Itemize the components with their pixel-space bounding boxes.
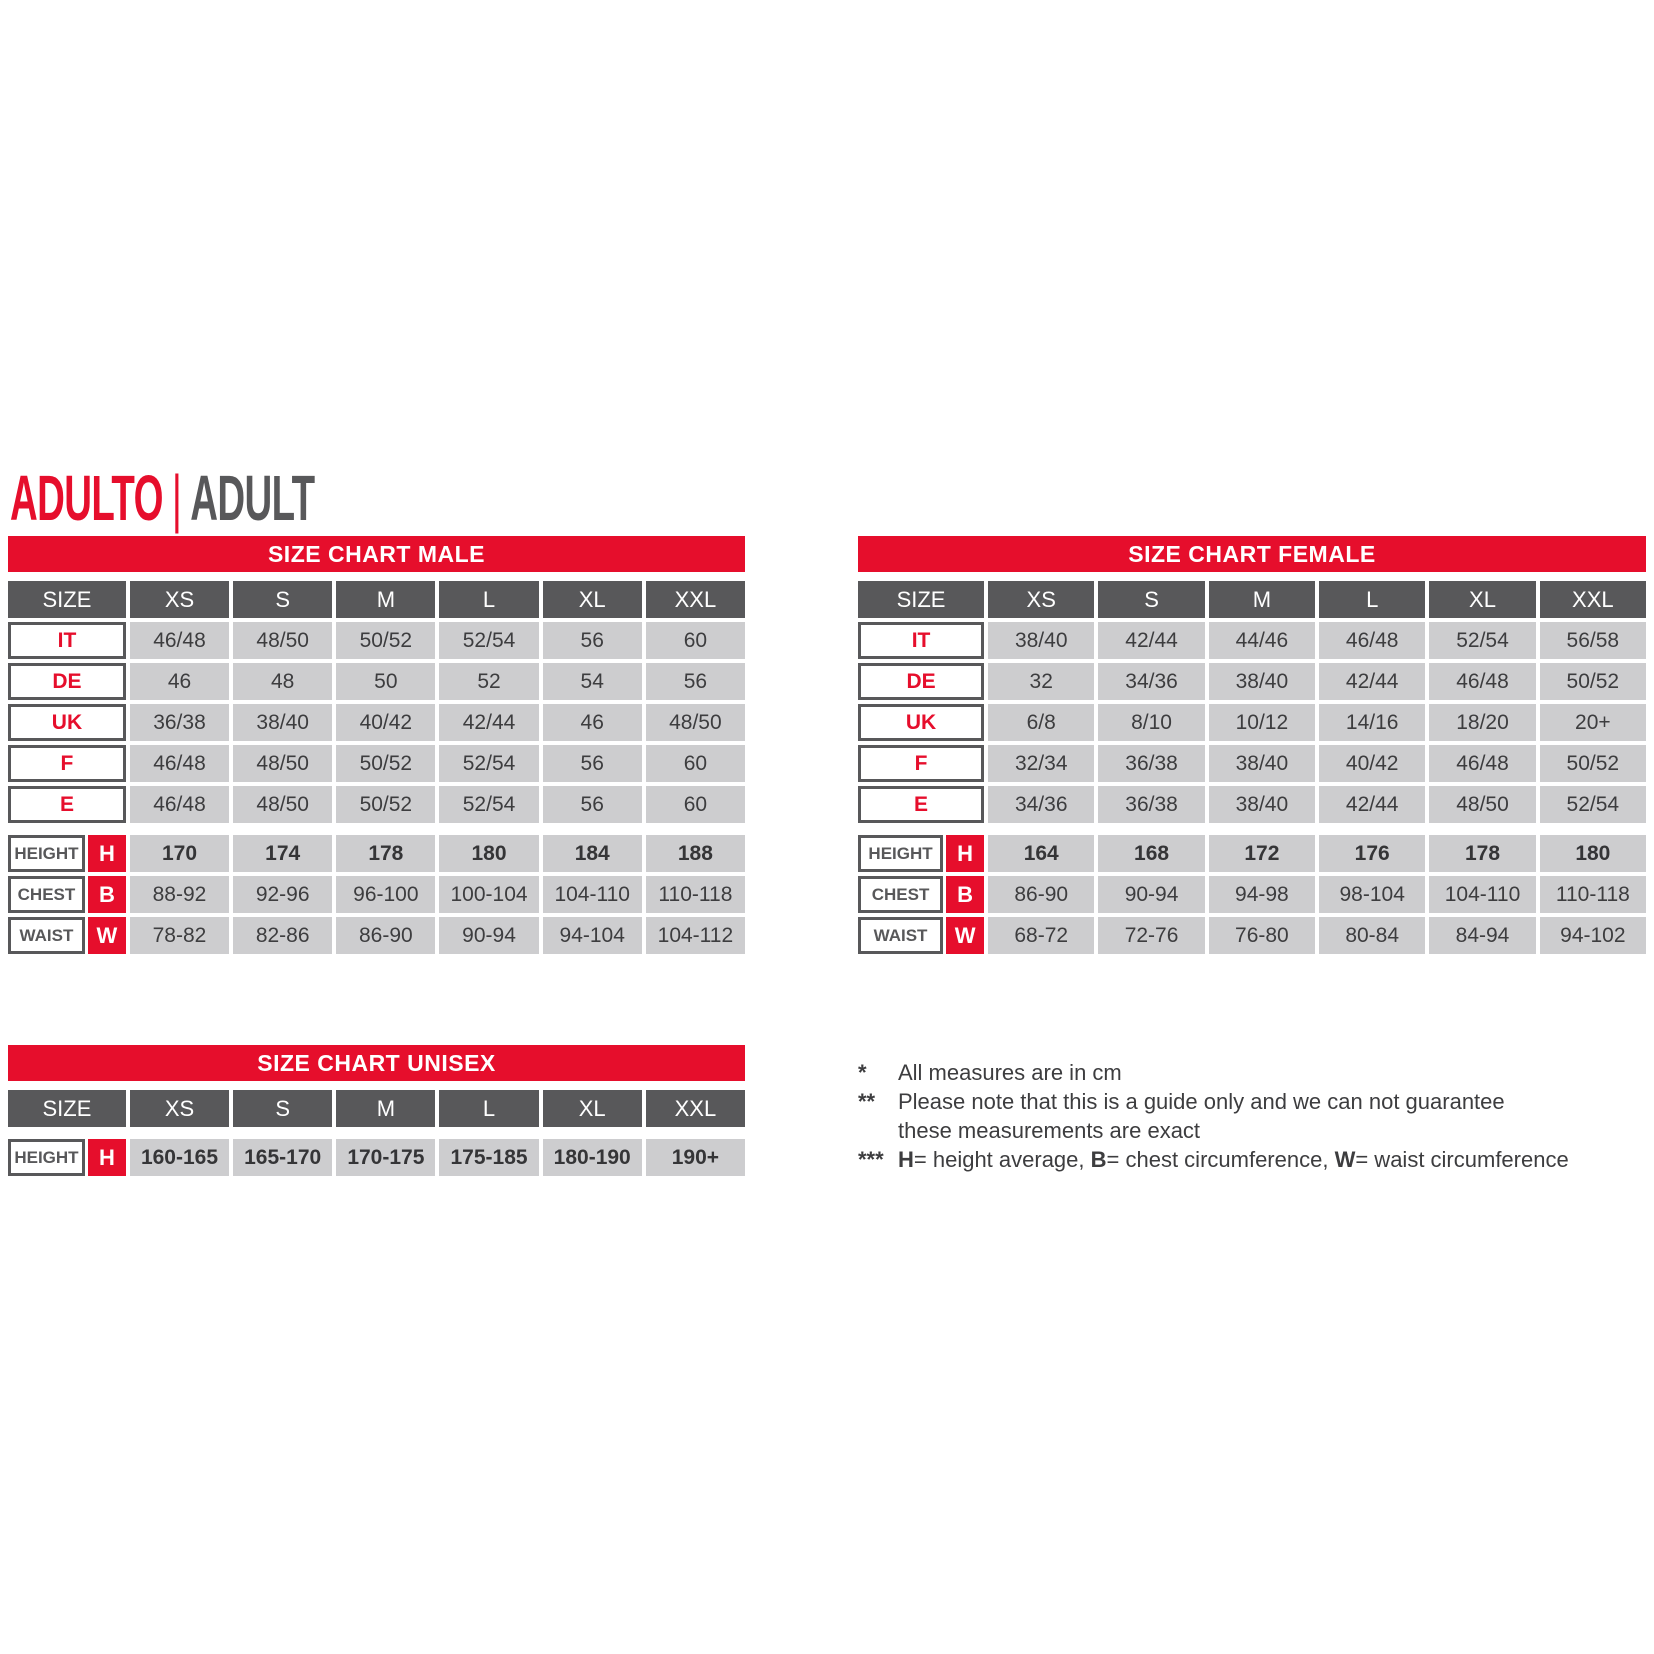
size-value-cell: 52/54	[439, 786, 538, 823]
measure-value-cell: 175-185	[439, 1139, 538, 1176]
footnote-marker: *	[858, 1060, 867, 1085]
row-label-uk: UK	[8, 704, 126, 741]
size-value-cell: 42/44	[1098, 622, 1204, 659]
measure-name-box: WAIST	[8, 917, 85, 954]
size-value-cell: 52/54	[1540, 786, 1646, 823]
row-label-e: E	[8, 786, 126, 823]
measure-name-box: CHEST	[858, 876, 943, 913]
size-value-cell: 42/44	[1319, 786, 1425, 823]
size-value-cell: 38/40	[988, 622, 1094, 659]
measure-value-cell: 188	[646, 835, 745, 872]
measure-row-label-chest	[858, 876, 984, 913]
measure-value-cell: 164	[988, 835, 1094, 872]
column-header-s: S	[1098, 581, 1204, 618]
measure-name-box: HEIGHT	[8, 835, 85, 872]
measure-name-box: WAIST	[858, 917, 943, 954]
measure-name-box: HEIGHT	[858, 835, 943, 872]
measure-value-cell: 184	[543, 835, 642, 872]
size-value-cell: 46/48	[1429, 745, 1535, 782]
size-value-cell: 60	[646, 745, 745, 782]
size-value-cell: 56	[543, 786, 642, 823]
measure-grid	[858, 835, 1646, 954]
size-value-cell: 54	[543, 663, 642, 700]
size-value-cell: 50/52	[336, 786, 435, 823]
footnote	[858, 1058, 1652, 1087]
page-title-secondary: ADULT	[190, 462, 315, 534]
size-value-cell: 48/50	[233, 622, 332, 659]
measure-value-cell: 100-104	[439, 876, 538, 913]
measure-name-box: CHEST	[8, 876, 85, 913]
size-value-cell: 56	[543, 622, 642, 659]
measure-letter-badge: H	[88, 1139, 126, 1176]
row-label-it: IT	[8, 622, 126, 659]
size-value-cell: 36/38	[1098, 745, 1204, 782]
footnote-marker: **	[858, 1089, 876, 1114]
footnote-text	[898, 1145, 1569, 1174]
measure-value-cell: 94-102	[1540, 917, 1646, 954]
size-chart-female-table	[858, 536, 1646, 954]
size-value-cell: 60	[646, 622, 745, 659]
size-value-cell: 52/54	[439, 622, 538, 659]
footnote-line	[898, 1087, 1505, 1116]
size-value-cell: 42/44	[439, 704, 538, 741]
measure-value-cell: 165-170	[233, 1139, 332, 1176]
footnote-line	[898, 1058, 1122, 1087]
size-value-cell: 46	[130, 663, 229, 700]
footnote-segment: Please note that this is a guide only and we can not guarantee	[898, 1089, 1505, 1114]
column-header-size: SIZE	[858, 581, 984, 618]
measure-value-cell: 174	[233, 835, 332, 872]
footnote-key-letter: B	[1090, 1147, 1107, 1172]
measure-value-cell: 84-94	[1429, 917, 1535, 954]
footnote-segment: these measurements are exact	[898, 1118, 1201, 1143]
column-header-l: L	[439, 581, 538, 618]
footnote-line	[898, 1116, 1505, 1145]
measure-value-cell: 96-100	[336, 876, 435, 913]
footnote	[858, 1087, 1652, 1145]
column-header-xs: XS	[130, 581, 229, 618]
size-chart-unisex-table	[8, 1045, 745, 1176]
column-header-m: M	[336, 1090, 435, 1127]
size-value-cell: 36/38	[130, 704, 229, 741]
size-value-cell: 46/48	[1319, 622, 1425, 659]
measure-value-cell: 72-76	[1098, 917, 1204, 954]
measure-value-cell: 190+	[646, 1139, 745, 1176]
measure-row-label-chest	[8, 876, 126, 913]
row-label-e: E	[858, 786, 984, 823]
column-header-m: M	[336, 581, 435, 618]
column-header-xxl: XXL	[1540, 581, 1646, 618]
size-value-cell: 38/40	[1209, 663, 1315, 700]
size-value-cell: 50/52	[336, 622, 435, 659]
footnote-segment: = height average,	[913, 1147, 1091, 1172]
measure-value-cell: 170-175	[336, 1139, 435, 1176]
size-value-cell: 50	[336, 663, 435, 700]
measure-value-cell: 68-72	[988, 917, 1094, 954]
column-header-xxl: XXL	[646, 581, 745, 618]
measure-value-cell: 170	[130, 835, 229, 872]
size-value-cell: 42/44	[1319, 663, 1425, 700]
size-value-cell: 6/8	[988, 704, 1094, 741]
measure-value-cell: 180	[439, 835, 538, 872]
row-label-de: DE	[8, 663, 126, 700]
measure-letter-badge: H	[946, 835, 984, 872]
measure-value-cell: 168	[1098, 835, 1204, 872]
size-value-cell: 36/38	[1098, 786, 1204, 823]
measure-value-cell: 176	[1319, 835, 1425, 872]
size-value-cell: 52/54	[439, 745, 538, 782]
size-value-cell: 46/48	[130, 786, 229, 823]
size-value-cell: 60	[646, 786, 745, 823]
measure-value-cell: 160-165	[130, 1139, 229, 1176]
size-value-cell: 34/36	[988, 786, 1094, 823]
size-value-cell: 48	[233, 663, 332, 700]
measure-value-cell: 180-190	[543, 1139, 642, 1176]
measure-row-label-waist	[858, 917, 984, 954]
footnote	[858, 1145, 1652, 1174]
size-value-cell: 48/50	[646, 704, 745, 741]
size-value-cell: 52	[439, 663, 538, 700]
footnote-key-letter: H	[898, 1147, 914, 1172]
size-value-cell: 50/52	[1540, 663, 1646, 700]
size-value-cell: 32/34	[988, 745, 1094, 782]
size-value-cell: 48/50	[233, 786, 332, 823]
row-label-it: IT	[858, 622, 984, 659]
column-header-l: L	[439, 1090, 538, 1127]
size-value-cell: 50/52	[1540, 745, 1646, 782]
measure-letter-badge: W	[88, 917, 126, 954]
page-title-primary: ADULTO	[10, 462, 163, 534]
size-value-cell: 46/48	[130, 745, 229, 782]
table-title-bar: SIZE CHART FEMALE	[858, 536, 1646, 572]
size-chart-male-table	[8, 536, 745, 954]
row-label-f: F	[858, 745, 984, 782]
measure-value-cell: 178	[336, 835, 435, 872]
size-value-cell: 38/40	[233, 704, 332, 741]
size-value-cell: 48/50	[233, 745, 332, 782]
footnote-key-letter: W	[1334, 1147, 1356, 1172]
measure-letter-badge: B	[946, 876, 984, 913]
measure-value-cell: 180	[1540, 835, 1646, 872]
measure-grid	[8, 1139, 745, 1176]
measure-value-cell: 104-110	[1429, 876, 1535, 913]
measure-name-box: HEIGHT	[8, 1139, 85, 1176]
measure-value-cell: 80-84	[1319, 917, 1425, 954]
size-value-cell: 18/20	[1429, 704, 1535, 741]
size-value-cell: 56	[646, 663, 745, 700]
row-label-f: F	[8, 745, 126, 782]
size-value-cell: 46/48	[130, 622, 229, 659]
footnote-segment: All measures are in cm	[898, 1060, 1122, 1085]
page-title-separator: |	[171, 462, 182, 534]
measure-grid	[8, 835, 745, 954]
column-header-xl: XL	[543, 1090, 642, 1127]
measure-value-cell: 90-94	[1098, 876, 1204, 913]
size-value-cell: 14/16	[1319, 704, 1425, 741]
measure-value-cell: 98-104	[1319, 876, 1425, 913]
size-value-cell: 50/52	[336, 745, 435, 782]
measure-value-cell: 110-118	[646, 876, 745, 913]
footnote-line	[898, 1145, 1569, 1174]
measure-row-label-height	[8, 1139, 126, 1176]
table-title-bar: SIZE CHART MALE	[8, 536, 745, 572]
size-value-cell: 20+	[1540, 704, 1646, 741]
measure-value-cell: 104-112	[646, 917, 745, 954]
column-header-xl: XL	[1429, 581, 1535, 618]
column-header-s: S	[233, 581, 332, 618]
size-value-cell: 56	[543, 745, 642, 782]
column-header-m: M	[1209, 581, 1315, 618]
measure-value-cell: 88-92	[130, 876, 229, 913]
measure-value-cell: 94-98	[1209, 876, 1315, 913]
column-header-xl: XL	[543, 581, 642, 618]
measure-row-label-waist	[8, 917, 126, 954]
measure-value-cell: 172	[1209, 835, 1315, 872]
size-value-cell: 40/42	[336, 704, 435, 741]
measure-letter-badge: W	[946, 917, 984, 954]
measure-value-cell: 104-110	[543, 876, 642, 913]
measure-value-cell: 110-118	[1540, 876, 1646, 913]
footnote-segment: = waist circumference	[1355, 1147, 1569, 1172]
measure-value-cell: 86-90	[336, 917, 435, 954]
column-header-xs: XS	[130, 1090, 229, 1127]
table-title-bar: SIZE CHART UNISEX	[8, 1045, 745, 1081]
measure-letter-badge: H	[88, 835, 126, 872]
row-label-uk: UK	[858, 704, 984, 741]
size-value-cell: 44/46	[1209, 622, 1315, 659]
footnote-marker: ***	[858, 1147, 884, 1172]
size-grid	[858, 581, 1646, 823]
size-value-cell: 46/48	[1429, 663, 1535, 700]
size-value-cell: 8/10	[1098, 704, 1204, 741]
size-value-cell: 38/40	[1209, 745, 1315, 782]
row-label-de: DE	[858, 663, 984, 700]
footnote-text	[898, 1087, 1505, 1145]
column-header-xs: XS	[988, 581, 1094, 618]
measure-value-cell: 90-94	[439, 917, 538, 954]
size-grid	[8, 581, 745, 823]
measure-row-label-height	[858, 835, 984, 872]
column-header-s: S	[233, 1090, 332, 1127]
measure-letter-badge: B	[88, 876, 126, 913]
measure-value-cell: 82-86	[233, 917, 332, 954]
size-value-cell: 38/40	[1209, 786, 1315, 823]
footnote-text	[898, 1058, 1122, 1087]
size-value-cell: 10/12	[1209, 704, 1315, 741]
footnote-segment: = chest circumference,	[1106, 1147, 1335, 1172]
column-header-size: SIZE	[8, 581, 126, 618]
size-value-cell: 40/42	[1319, 745, 1425, 782]
size-value-cell: 52/54	[1429, 622, 1535, 659]
footnotes	[858, 1058, 1652, 1174]
size-value-cell: 46	[543, 704, 642, 741]
column-header-xxl: XXL	[646, 1090, 745, 1127]
column-header-size: SIZE	[8, 1090, 126, 1127]
measure-value-cell: 78-82	[130, 917, 229, 954]
size-value-cell: 48/50	[1429, 786, 1535, 823]
measure-value-cell: 86-90	[988, 876, 1094, 913]
page-title	[10, 462, 315, 534]
size-value-cell: 32	[988, 663, 1094, 700]
size-value-cell: 56/58	[1540, 622, 1646, 659]
size-value-cell: 34/36	[1098, 663, 1204, 700]
measure-value-cell: 76-80	[1209, 917, 1315, 954]
measure-value-cell: 94-104	[543, 917, 642, 954]
measure-value-cell: 178	[1429, 835, 1535, 872]
measure-value-cell: 92-96	[233, 876, 332, 913]
size-grid	[8, 1090, 745, 1127]
column-header-l: L	[1319, 581, 1425, 618]
measure-row-label-height	[8, 835, 126, 872]
